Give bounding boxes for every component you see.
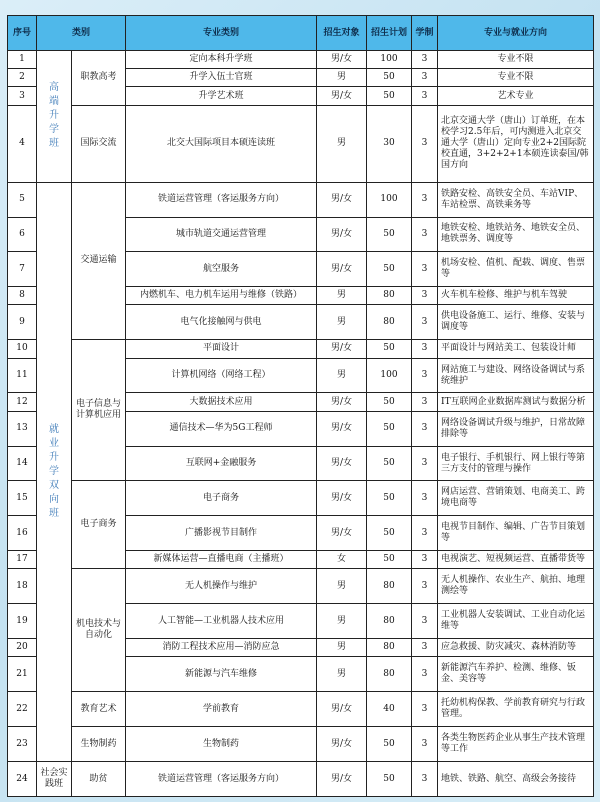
row-years: 3: [412, 69, 438, 87]
category-education-arts: 教育艺术: [72, 692, 126, 727]
row-target: 男: [317, 657, 367, 692]
row-target: 男/女: [317, 87, 367, 105]
outer-category-dual: [37, 182, 72, 761]
row-target: 男/女: [317, 340, 367, 358]
row-direction: IT互联网企业数据库测试与数据分析: [438, 393, 594, 411]
outer-category-practice: 社会实践班: [37, 762, 72, 797]
table-row: [8, 692, 594, 727]
row-direction: 应急救援、防灾减灾、森林消防等: [438, 639, 594, 657]
row-plan: 80: [367, 305, 412, 340]
row-major: 定向本科升学班: [126, 51, 317, 69]
row-years: 3: [412, 217, 438, 252]
category-ecommerce: 电子商务: [72, 481, 126, 569]
row-direction: 网站施工与建设、网络设备调试与系统维护: [438, 358, 594, 393]
row-target: 男: [317, 569, 367, 604]
row-years: 3: [412, 393, 438, 411]
row-years: 3: [412, 762, 438, 797]
row-no: 2: [8, 69, 37, 87]
row-target: 男: [317, 604, 367, 639]
row-direction: 新能源汽车养护、检测、维修、钣金、美容等: [438, 657, 594, 692]
header-row: [8, 16, 594, 51]
row-direction: 平面设计与网站美工、包装设计师: [438, 340, 594, 358]
row-direction: 供电设备施工、运行、维修、安装与调度等: [438, 305, 594, 340]
row-plan: 100: [367, 51, 412, 69]
row-direction: 铁路安检、高铁安全员、车站VIP、车站检票、高铁乘务等: [438, 182, 594, 217]
row-years: 3: [412, 604, 438, 639]
row-target: 男: [317, 358, 367, 393]
row-target: 女: [317, 551, 367, 569]
row-years: 3: [412, 87, 438, 105]
row-target: 男/女: [317, 217, 367, 252]
row-plan: 50: [367, 727, 412, 762]
row-major: 大数据技术应用: [126, 393, 317, 411]
row-no: 20: [8, 639, 37, 657]
header-plan: 招生计划: [367, 16, 412, 51]
row-no: 11: [8, 358, 37, 393]
row-major: 升学艺术班: [126, 87, 317, 105]
row-no: 15: [8, 481, 37, 516]
row-major: 人工智能—工业机器人技术应用: [126, 604, 317, 639]
table-row: [8, 105, 594, 182]
row-direction: 各类生物医药企业从事生产技术管理等工作: [438, 727, 594, 762]
outer-category-label: 高端升学班: [49, 82, 59, 150]
row-major: 电气化接触网与供电: [126, 305, 317, 340]
row-plan: 50: [367, 340, 412, 358]
row-major: 内燃机车、电力机车运用与维修（铁路）: [126, 287, 317, 305]
row-no: 19: [8, 604, 37, 639]
row-no: 3: [8, 87, 37, 105]
row-major: 通信技术—华为5G工程师: [126, 411, 317, 446]
row-target: 男: [317, 639, 367, 657]
row-direction: 电子银行、手机银行、网上银行等第三方支付的管理与操作: [438, 446, 594, 481]
row-no: 7: [8, 252, 37, 287]
row-direction: 地铁、铁路、航空、高级会务接待: [438, 762, 594, 797]
row-plan: 80: [367, 287, 412, 305]
row-target: 男/女: [317, 762, 367, 797]
header-category: 类别: [37, 16, 126, 51]
row-no: 5: [8, 182, 37, 217]
row-major: 生物制药: [126, 727, 317, 762]
row-no: 4: [8, 105, 37, 182]
row-years: 3: [412, 516, 438, 551]
table-row: [8, 569, 594, 604]
category-international: 国际交流: [72, 105, 126, 182]
row-plan: 50: [367, 481, 412, 516]
row-years: 3: [412, 569, 438, 604]
row-direction: 机场安检、值机、配载、调度、售票等: [438, 252, 594, 287]
row-no: 9: [8, 305, 37, 340]
table-row: [8, 727, 594, 762]
row-target: 男/女: [317, 393, 367, 411]
row-target: 男/女: [317, 446, 367, 481]
row-major: 城市轨道交通运营管理: [126, 217, 317, 252]
row-no: 14: [8, 446, 37, 481]
row-no: 6: [8, 217, 37, 252]
row-target: 男/女: [317, 51, 367, 69]
row-target: 男/女: [317, 252, 367, 287]
row-major: 无人机操作与维护: [126, 569, 317, 604]
row-no: 17: [8, 551, 37, 569]
enrollment-table: [7, 15, 594, 797]
category-it: 电子信息与计算机应用: [72, 340, 126, 481]
category-biopharma: 生物制药: [72, 727, 126, 762]
row-years: 3: [412, 692, 438, 727]
row-years: 3: [412, 51, 438, 69]
row-no: 8: [8, 287, 37, 305]
row-direction: 专业不限: [438, 69, 594, 87]
row-direction: 电视节目制作、编辑、广告节目策划等: [438, 516, 594, 551]
row-major: 互联网+金融服务: [126, 446, 317, 481]
row-years: 3: [412, 182, 438, 217]
row-major: 铁道运营管理（客运服务方向）: [126, 762, 317, 797]
row-no: 10: [8, 340, 37, 358]
table-row: [8, 340, 594, 358]
row-direction: 火车机车检修、维护与机车驾驶: [438, 287, 594, 305]
row-target: 男: [317, 69, 367, 87]
row-plan: 50: [367, 217, 412, 252]
row-no: 21: [8, 657, 37, 692]
row-plan: 80: [367, 639, 412, 657]
row-target: 男/女: [317, 516, 367, 551]
row-target: 男/女: [317, 692, 367, 727]
row-major: 铁道运营管理（客运服务方向）: [126, 182, 317, 217]
row-plan: 80: [367, 604, 412, 639]
outer-category-advanced: [37, 51, 72, 183]
row-major: 计算机网络（网络工程）: [126, 358, 317, 393]
row-no: 18: [8, 569, 37, 604]
table-row: [8, 762, 594, 797]
row-direction: 地铁安检、地铁站务、地铁安全员、地铁票务、调度等: [438, 217, 594, 252]
row-major: 北交大国际项目本硕连读班: [126, 105, 317, 182]
row-no: 13: [8, 411, 37, 446]
table-row: [8, 51, 594, 69]
row-direction: 北京交通大学（唐山）订单班，在本校学习2.5年后，可内测进入北京交通大学（唐山）定向专业2+2国际院校直通，3+2+2+1本硕连读泰国/韩国方向: [438, 105, 594, 182]
row-target: 男/女: [317, 727, 367, 762]
row-major: 消防工程技术应用—消防应急: [126, 639, 317, 657]
row-plan: 50: [367, 252, 412, 287]
row-major: 航空服务: [126, 252, 317, 287]
row-plan: 100: [367, 182, 412, 217]
row-years: 3: [412, 727, 438, 762]
row-years: 3: [412, 358, 438, 393]
row-years: 3: [412, 287, 438, 305]
row-plan: 50: [367, 69, 412, 87]
row-no: 23: [8, 727, 37, 762]
category-vocational-exam: 职教高考: [72, 51, 126, 106]
header-no: 序号: [8, 16, 37, 51]
table-row: [8, 182, 594, 217]
row-plan: 100: [367, 358, 412, 393]
row-direction: 无人机操作、农业生产、航拍、地理测绘等: [438, 569, 594, 604]
row-years: 3: [412, 340, 438, 358]
row-major: 学前教育: [126, 692, 317, 727]
row-direction: 电视演艺、短视频运营、直播带货等: [438, 551, 594, 569]
row-target: 男: [317, 287, 367, 305]
row-plan: 50: [367, 762, 412, 797]
row-plan: 50: [367, 87, 412, 105]
row-direction: 网店运营、营销策划、电商美工、跨境电商等: [438, 481, 594, 516]
row-plan: 50: [367, 446, 412, 481]
row-target: 男: [317, 105, 367, 182]
row-plan: 40: [367, 692, 412, 727]
row-plan: 50: [367, 393, 412, 411]
row-major: 新媒体运营—直播电商（主播班）: [126, 551, 317, 569]
header-target: 招生对象: [317, 16, 367, 51]
header-major: 专业类别: [126, 16, 317, 51]
category-transport: 交通运输: [72, 182, 126, 340]
row-target: 男/女: [317, 481, 367, 516]
row-no: 22: [8, 692, 37, 727]
row-direction: 专业不限: [438, 51, 594, 69]
row-years: 3: [412, 305, 438, 340]
row-target: 男/女: [317, 182, 367, 217]
row-years: 3: [412, 481, 438, 516]
row-years: 3: [412, 551, 438, 569]
row-no: 16: [8, 516, 37, 551]
row-major: 电子商务: [126, 481, 317, 516]
row-years: 3: [412, 411, 438, 446]
row-plan: 50: [367, 411, 412, 446]
row-years: 3: [412, 105, 438, 182]
row-plan: 30: [367, 105, 412, 182]
row-years: 3: [412, 446, 438, 481]
row-years: 3: [412, 252, 438, 287]
row-no: 12: [8, 393, 37, 411]
category-mechatronics: 机电技术与自动化: [72, 569, 126, 692]
header-direction: 专业与就业方向: [438, 16, 594, 51]
row-no: 1: [8, 51, 37, 69]
row-plan: 50: [367, 551, 412, 569]
row-major: 平面设计: [126, 340, 317, 358]
row-no: 24: [8, 762, 37, 797]
row-direction: 托幼机构保教、学前教育研究与行政管理。: [438, 692, 594, 727]
row-plan: 80: [367, 657, 412, 692]
category-poverty-aid: 助贫: [72, 762, 126, 797]
row-plan: 50: [367, 516, 412, 551]
row-years: 3: [412, 657, 438, 692]
row-direction: 网络设备调试升级与维护，日常故障排除等: [438, 411, 594, 446]
row-major: 升学入伍士官班: [126, 69, 317, 87]
row-plan: 80: [367, 569, 412, 604]
row-direction: 艺术专业: [438, 87, 594, 105]
row-major: 广播影视节目制作: [126, 516, 317, 551]
table-row: [8, 481, 594, 516]
row-major: 新能源与汽车维修: [126, 657, 317, 692]
row-target: 男/女: [317, 411, 367, 446]
outer-category-label: 就业升学双向班: [49, 423, 59, 519]
row-direction: 工业机器人安装调试、工业自动化运维等: [438, 604, 594, 639]
row-target: 男: [317, 305, 367, 340]
header-years: 学制: [412, 16, 438, 51]
row-years: 3: [412, 639, 438, 657]
